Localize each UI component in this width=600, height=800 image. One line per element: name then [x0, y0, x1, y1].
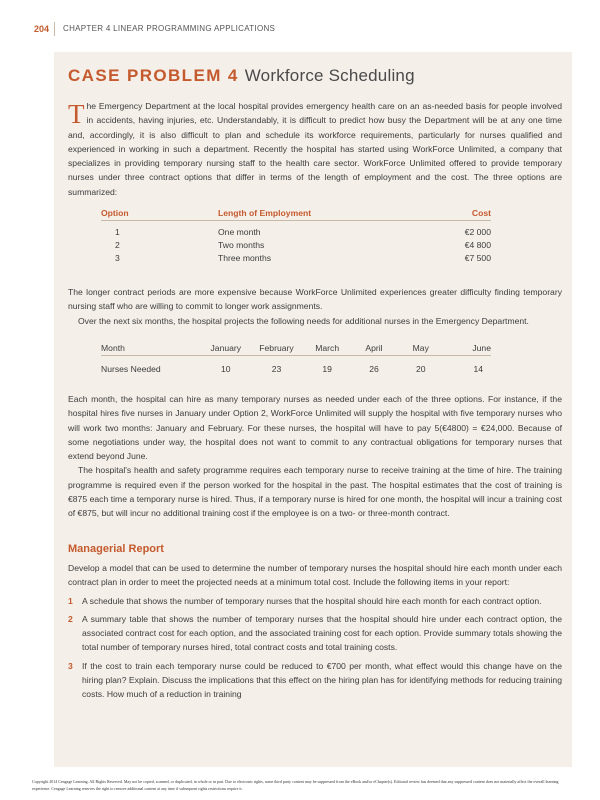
paragraph-hiring [68, 392, 562, 521]
month-header: February [249, 340, 304, 356]
item-text: If the cost to train each temporary nurse could be reduced to €700 per month, what effect would this change have on the hiring plan? Explain. Discuss the implications that this effect on the hiring plan has for identifying methods for reducing training costs. How much of a reduction in training [82, 660, 562, 700]
chapter-title: CHAPTER 4 LINEAR PROGRAMMING APPLICATIONS [63, 24, 276, 33]
list-item [68, 659, 562, 702]
option-cost: €7 500 [464, 252, 491, 263]
report-intro: Develop a model that can be used to determine the number of temporary nurses the hospital should hire each month under each contract plan in order to meet the projected needs at a minimum total cost. Include the following items in your report: [68, 563, 562, 588]
managerial-report-body [68, 561, 562, 702]
month-header: June [444, 340, 491, 356]
table-row [101, 238, 491, 251]
needs-value: 19 [322, 363, 332, 374]
item-text: A schedule that shows the number of temporary nurses that the hospital should hire each month for each contract option. [82, 595, 542, 606]
case-title: Workforce Scheduling [244, 66, 415, 85]
needs-value: 26 [369, 363, 379, 374]
option-number: 3 [115, 252, 120, 263]
item-number: 2 [68, 613, 73, 624]
intro-paragraph [68, 99, 562, 199]
options-header-cost: Cost [394, 205, 492, 221]
running-head [0, 24, 600, 38]
dropcap: T [68, 99, 85, 129]
option-number: 2 [115, 239, 120, 250]
option-number: 1 [115, 226, 120, 237]
option-length: One month [218, 226, 261, 237]
paragraph-text: Each month, the hospital can hire as many temporary nurses as needed under each of the three options. For instance, if the hospital hires five nurses in January under Option 2, WorkForce Unlimited will supply the hospital with five temporary nurses who will work two months: January and February. For these nurses, the hospital will have to pay 5(€4800) = €24,000. Because of some negotiations under way, the hospital does not want to commit to any contractual obligations for temporary nurses that extend beyond June. [68, 394, 562, 462]
option-length: Two months [218, 239, 265, 250]
month-header: May [397, 340, 444, 356]
paragraph-text: The hospital's health and safety programme requires each temporary nurse to receive training at the time of hire. The training programme is required even if the person worked for the hospital in the past. The hospital estimates that the cost of training is €875 each time a temporary nurse is hired. Thus, if a temporary nurse is hired for one month, the hospital will incur a training cost of €875, but will incur no additional training cost if the employee is on a two- or three-month contract. [68, 465, 562, 519]
list-item [68, 594, 562, 608]
page-number: 204 [34, 24, 50, 34]
needs-row-label: Nurses Needed [101, 363, 161, 374]
case-label: CASE PROBLEM 4 [68, 66, 239, 85]
copyright-footer: Copyright 2014 Cengage Learning. All Rights Reserved. May not be copied, scanned, or duplicated, in whole or in part. Due to electronic rights, some third party content may be suppressed from the eBook and/or eChapter(s). Editorial review has deemed that any suppressed content does not materially affect the overall learning experience. Cengage Learning reserves the right to remove additional content at any time if subsequent rights restrictions require it. [32, 779, 559, 791]
item-text: A summary table that shows the number of temporary nurses that the hospital should hire under each contract option, the associated contract cost for each option, and the associated training cost for each option. Provide summary totals showing the total number of temporary nurses hired, total contract costs and total training costs. [82, 613, 562, 653]
options-table [101, 205, 491, 264]
needs-value: 14 [473, 363, 483, 374]
nurse-needs-table [101, 340, 491, 376]
paragraph-longer-contracts [68, 285, 562, 328]
month-header: March [304, 340, 351, 356]
table-row [101, 251, 491, 264]
needs-value: 20 [415, 363, 426, 374]
option-cost: €4 800 [464, 239, 491, 250]
needs-value: 23 [271, 363, 282, 374]
needs-value: 10 [221, 363, 231, 374]
options-header-option: Option [101, 205, 218, 221]
options-header-row [101, 205, 491, 221]
paragraph-text: Over the next six months, the hospital projects the following needs for additional nurses in the Emergency Department. [78, 315, 529, 326]
list-item [68, 612, 562, 655]
item-number: 1 [68, 595, 73, 606]
needs-header-row [101, 340, 491, 356]
paragraph-text: The longer contract periods are more expensive because WorkForce Unlimited experiences greater difficulty finding temporary nursing staff who are willing to commit to longer work assignments. [68, 287, 562, 312]
option-cost: €2 000 [464, 226, 491, 237]
month-header: April [351, 340, 398, 356]
managerial-report-heading: Managerial Report [68, 543, 164, 555]
intro-text: he Emergency Department at the local hospital provides emergency health care on an as-needed basis for people involved in accidents, having injuries, etc. Understandably, it is difficult to predict how busy the Department will be at any one time and, accordingly, it is also difficult to plan and schedule its workforce requirements, particularly for nurses qualified and experienced in working in such a department. Recently the hospital has started using WorkForce Unlimited, a company that specializes in providing temporary nursing staff to the health care sector. WorkForce Unlimited offered to provide temporary nurses under three contract options that differ in terms of the length of employment and the cost. The three options are summarized: [68, 101, 562, 197]
case-heading [68, 66, 415, 86]
table-row [101, 221, 491, 239]
header-divider [54, 22, 55, 36]
options-header-length: Length of Employment [218, 205, 394, 221]
needs-header-label: Month [101, 340, 202, 356]
table-row [101, 356, 491, 377]
option-length: Three months [218, 252, 272, 263]
item-number: 3 [68, 660, 73, 671]
month-header: January [202, 340, 249, 356]
